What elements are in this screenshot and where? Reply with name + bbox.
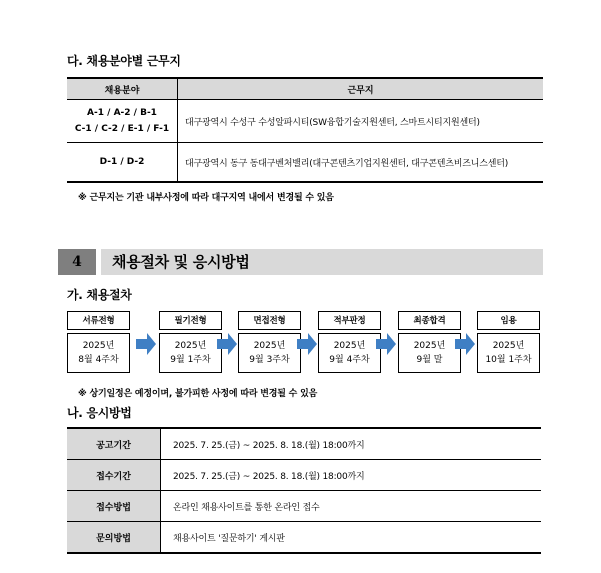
field-line: C-1 / C-2 / E-1 / F-1 (74, 124, 170, 134)
step-label: 최종합격 (398, 311, 461, 330)
process-step (159, 311, 222, 373)
table-row (67, 460, 541, 491)
row-key: 접수방법 (67, 491, 161, 522)
right-arrow-icon (297, 333, 317, 355)
step-when: 9월 말 (416, 355, 443, 365)
step-when: 9월 4주차 (329, 355, 370, 365)
right-arrow-icon (136, 333, 156, 355)
field-cell: D-1 / D-2 (67, 143, 178, 183)
row-key: 공고기간 (67, 428, 161, 460)
process-step (398, 311, 461, 373)
table-row (67, 491, 541, 522)
section-da-heading: 다. 채용분야별 근무지 (67, 54, 181, 68)
step-when: 9월 3주차 (249, 355, 290, 365)
section-title: 채용절차 및 응시방법 (112, 253, 250, 271)
step-year: 2025년 (82, 341, 115, 351)
worksite-table (67, 77, 543, 183)
place-cell: 대구광역시 동구 동대구벤처밸리(대구콘텐츠기업지원센터, 대구콘텐츠비즈니스센터) (185, 158, 509, 169)
step-year: 2025년 (174, 341, 207, 351)
worksite-header-place: 근무지 (178, 78, 544, 100)
field-cell (67, 100, 178, 143)
step-when: 10월 1주차 (485, 355, 532, 365)
step-date (238, 333, 301, 373)
row-value: 온라인 채용사이트를 통한 온라인 접수 (161, 491, 542, 522)
step-year: 2025년 (413, 341, 446, 351)
table-row (67, 143, 543, 183)
step-year: 2025년 (333, 341, 366, 351)
table-row (67, 100, 543, 143)
step-label: 서류전형 (67, 311, 130, 330)
process-step (67, 311, 130, 373)
worksite-note: ※ 근무지는 기관 내부사정에 따라 대구지역 내에서 변경될 수 있음 (78, 193, 334, 203)
process-step (477, 311, 540, 373)
step-date (477, 333, 540, 373)
step-year: 2025년 (253, 341, 286, 351)
schedule-note: ※ 상기일정은 예정이며, 불가피한 사정에 따라 변경될 수 있음 (78, 389, 318, 399)
row-value: 채용사이트 '질문하기' 게시판 (173, 533, 285, 544)
step-year: 2025년 (492, 341, 525, 351)
right-arrow-icon (455, 333, 475, 355)
process-step (238, 311, 301, 373)
row-key: 문의방법 (67, 522, 161, 554)
row-value: 2025. 7. 25.(금) ~ 2025. 8. 18.(월) 18:00까지 (161, 428, 542, 460)
step-label: 면접전형 (238, 311, 301, 330)
worksite-header-field: 채용분야 (67, 78, 178, 100)
row-value: 2025. 7. 25.(금) ~ 2025. 8. 18.(월) 18:00까지 (161, 460, 542, 491)
step-label: 필기전형 (159, 311, 222, 330)
section-ga-heading: 가. 채용절차 (67, 288, 132, 302)
field-line: A-1 / A-2 / B-1 (87, 108, 157, 118)
right-arrow-icon (376, 333, 396, 355)
step-when: 8월 4주차 (78, 355, 119, 365)
row-key: 접수기간 (67, 460, 161, 491)
section-na-heading: 나. 응시방법 (67, 406, 132, 420)
process-step (318, 311, 381, 373)
place-cell: 대구광역시 수성구 수성알파시티(SW융합기술지원센터, 스마트시티지원센터) (178, 100, 544, 143)
table-row (67, 522, 541, 554)
step-date (318, 333, 381, 373)
step-when: 9월 1주차 (170, 355, 211, 365)
step-date (159, 333, 222, 373)
step-date (67, 333, 130, 373)
right-arrow-icon (217, 333, 237, 355)
step-date (398, 333, 461, 373)
section-number: 4 (58, 249, 96, 275)
step-label: 임용 (477, 311, 540, 330)
table-row (67, 428, 541, 460)
application-table (67, 427, 541, 554)
step-label: 적부판정 (318, 311, 381, 330)
